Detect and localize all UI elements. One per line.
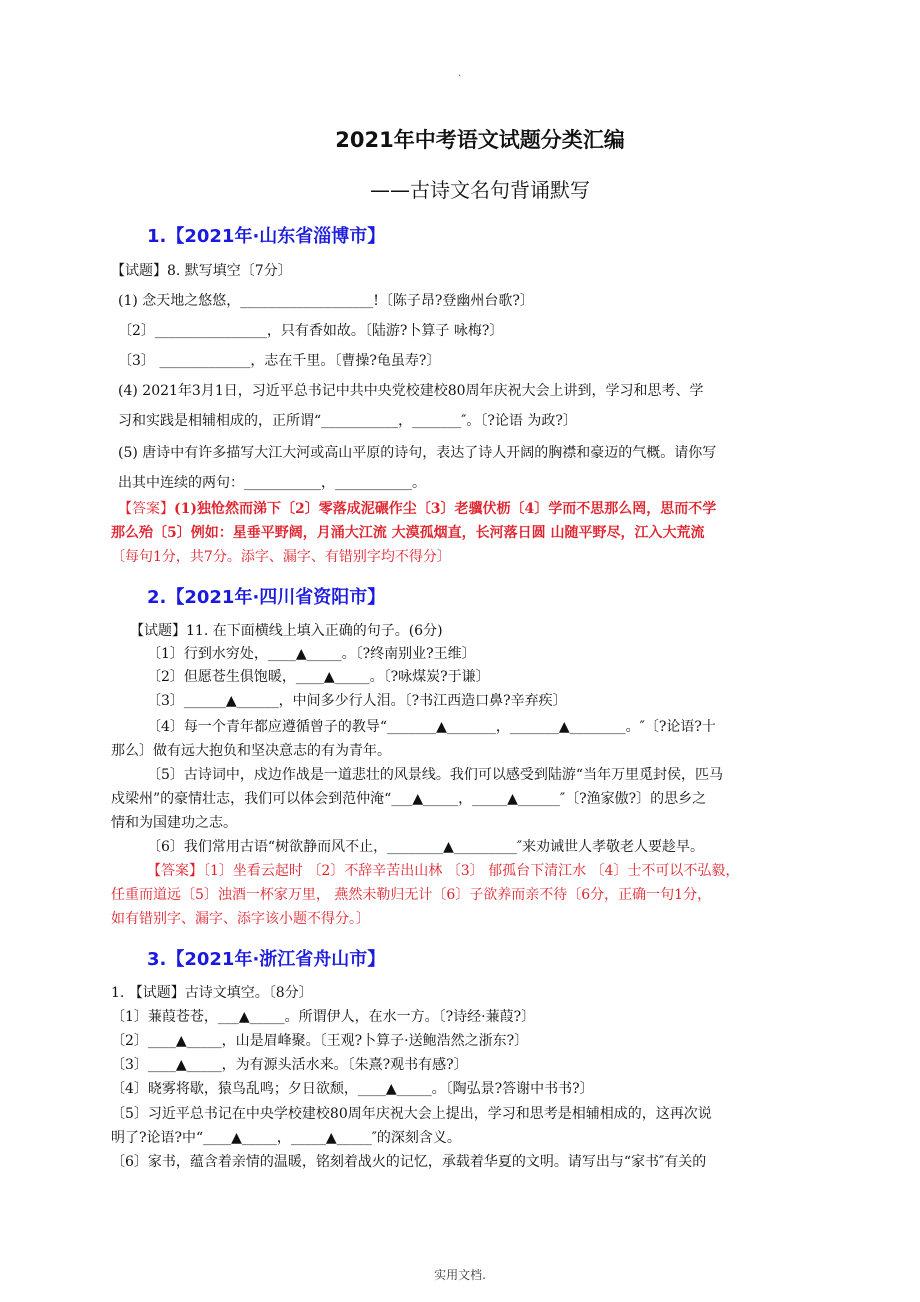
section-3-line: 〔3〕____▲_____，为有源头活水来。〔朱熹?观书有感?〕	[111, 1057, 468, 1073]
section-2-line: 戍梁州”的豪情壮志，我们可以体会到范仲淹“___▲_____，_____▲______″〔?渔家傲?〕的思乡之	[111, 791, 707, 807]
page-footer: 实用文档.	[434, 1268, 486, 1282]
section-1-line: (5) 唐诗中有许多描写大江大河或高山平原的诗句，表达了诗人开阔的胸襟和豪迈的气概。请你写	[118, 445, 717, 461]
section-2-answer-line: 如有错别字、漏字、添字该小题不得分。〕	[111, 911, 370, 927]
section-2-line: 〔2〕但愿苍生俱饱暖，____▲_____。〔?咏煤炭?于谦〕	[147, 669, 490, 685]
header-dot: .	[458, 68, 462, 79]
section-1-heading: 1.【2021年·山东省淄博市】	[147, 226, 386, 247]
section-3-line: 〔4〕晓雾将歇，猿鸟乱鸣；夕日欲颓，____▲_____。〔陶弘景?答谢中书书?〕	[111, 1081, 594, 1097]
answer-label: 【答案】	[147, 863, 203, 879]
section-2-heading: 2.【2021年·四川省资阳市】	[147, 587, 386, 608]
page-title: 2021年中考语文试题分类汇编	[335, 128, 625, 152]
section-1-answer-line: 那么殆〔5〕例如：星垂平野阔，月涌大江流 大漠孤烟直，长河落日圆 山随平野尽，江入大荒流	[111, 525, 705, 541]
section-2-answer-line: 任重而道远〔5〕浊酒一杯家万里， 燕然未勒归无计〔6〕子欲养而亲不待〔6分，正确一句1分，	[111, 887, 712, 903]
section-2-line: 〔5〕古诗词中，戍边作战是一道悲壮的风景线。我们可以感受到陆游“当年万里觅封侯，匹马	[147, 767, 724, 783]
section-2-line: 〔4〕每一个青年都应遵循曾子的教导“_______▲_______，_______▲________。″〔?论语?十	[147, 719, 716, 735]
section-2-line: 那么〕做有远大抱负和坚决意志的有为青年。	[111, 743, 391, 759]
section-2-line: 〔3〕______▲______，中间多少行人泪。〔?书江西造口鼻?辛弃疾〕	[147, 693, 567, 709]
section-3-line: 〔6〕家书，蕴含着亲情的温暖，铭刻着战火的记忆，承载着华夏的文明。请写出与“家书″有关的	[111, 1154, 707, 1170]
section-3-line: 〔1〕蒹葭苍苍，___▲_____。所谓伊人，在水一方。〔?诗经·蒹葭?〕	[111, 1009, 536, 1025]
section-1-line: 【试题】8. 默写填空〔7分〕	[111, 263, 292, 279]
section-2-line: 情和为国建功之志。	[111, 815, 237, 831]
section-1-answer-line: 〔每句1分，共7分。添字、漏字、有错别字均不得分〕	[111, 549, 451, 565]
answer-label: 【答案】	[118, 501, 174, 517]
page-subtitle: ——古诗文名句背诵默写	[370, 178, 590, 202]
section-1-line: (4) 2021年3月1日，习近平总书记中共中央党校建校80周年庆祝大会上讲到，学习和思考、学	[118, 383, 704, 399]
section-3-line: 明了?论语?中“____▲_____，_____▲_____″的深刻含义。	[111, 1130, 461, 1146]
section-2-line: 〔6〕我们常用古语“树欲静而风不止，________▲_________″来劝诫世人孝敬老人要趁早。	[147, 839, 705, 855]
section-3-line: 〔5〕习近平总书记在中央学校建校80周年庆祝大会上提出，学习和思考是相辅相成的，这再次说	[111, 1106, 712, 1122]
answer-text: (1)独怆然而涕下〔2〕零落成泥碾作尘〔3〕老骥伏枥〔4〕学而不思那么罔，思而不学	[174, 501, 717, 517]
section-3-line: 〔2〕____▲_____，山是眉峰聚。〔王观?卜算子·送鲍浩然之浙东?〕	[111, 1033, 529, 1049]
section-3-line: 1. 【试题】古诗文填空。〔8分〕	[111, 985, 313, 1001]
section-1-line: 〔2〕________________，只有香如故。〔陆游?卜算子 咏梅?〕	[118, 323, 504, 339]
section-1-line: 〔3〕 _____________，志在千里。〔曹操?龟虽寿?〕	[118, 353, 441, 369]
section-1-line: (1) 念天地之悠悠，___________________!〔陈子昂?登幽州台歌?〕	[118, 293, 534, 309]
section-1-answer-line	[118, 500, 716, 518]
section-1-line: 习和实践是相辅相成的，正所谓“___________，_______″。〔?论语 为政?〕	[118, 413, 577, 429]
section-2-line: 〔1〕行到水穷处，____▲_____。〔?终南别业?王维〕	[147, 646, 476, 662]
section-1-line: 出其中连续的两句：___________，___________。	[118, 475, 426, 491]
section-2-answer-line	[147, 862, 739, 880]
section-3-heading: 3.【2021年·浙江省舟山市】	[147, 949, 386, 970]
answer-text: 〔1〕坐看云起时 〔2〕不辞辛苦出山林 〔3〕 郁孤台下清江水 〔4〕士不可以不弘毅，	[203, 863, 740, 879]
section-2-line: 【试题】11. 在下面横线上填入正确的句子。(6分)	[130, 623, 443, 639]
